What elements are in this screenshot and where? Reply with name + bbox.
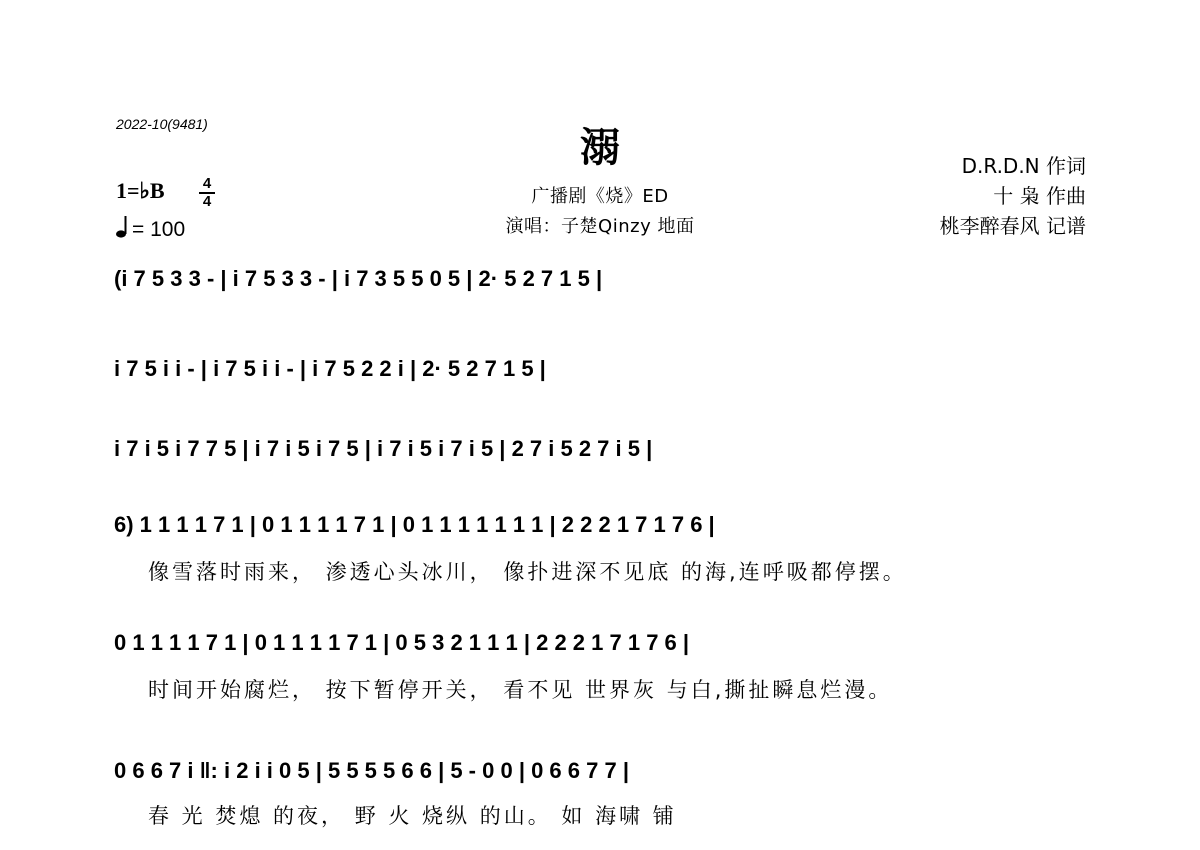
notation-row: i 7 5 i i - | i 7 5 i i - | i 7 5 2 2 i | 2· 5 2 7 1 5 |	[114, 356, 546, 381]
time-signature	[198, 176, 216, 210]
notation-row: 0 1 1 1 1 7 1 | 0 1 1 1 1 7 1 | 0 5 3 2 1 1 1 | 2 2 2 1 7 1 7 6 |	[114, 630, 690, 655]
lyrics-row: 春 光 焚熄 的夜， 野 火 烧纵 的山。 如 海啸 铺	[148, 804, 677, 828]
time-signature-bottom: 4	[202, 193, 212, 210]
lyrics-row: 时间开始腐烂， 按下暂停开关， 看不见 世界灰 与白,撕扯瞬息烂漫。	[148, 678, 893, 702]
notation-row: (i 7 5 3 3 - | i 7 5 3 3 - | i 7 3 5 5 0 5 | 2· 5 2 7 1 5 |	[114, 266, 603, 291]
song-title: 溺	[580, 125, 620, 171]
notation-row: i 7 i 5 i 7 7 5 | i 7 i 5 i 7 5 | i 7 i 5 i 7 i 5 | 2 7 i 5 2 7 i 5 |	[114, 436, 653, 461]
lyricist-credit: D.R.D.N 作词	[961, 154, 1086, 178]
quarter-note-icon	[116, 216, 128, 244]
subtitle: 广播剧《烧》ED	[531, 186, 669, 207]
composer-credit: 十 枭 作曲	[993, 184, 1086, 208]
serial-number: 2022-10(9481)	[116, 116, 208, 132]
notation-row: 0 6 6 7 i ‖: i 2 i i 0 5 | 5 5 5 5 6 6 | 5 - 0 0 | 0 6 6 7 7 |	[114, 758, 629, 783]
time-signature-top: 4	[202, 175, 212, 192]
lyrics-row: 像雪落时雨来， 渗透心头冰川， 像扑进深不见底 的海,连呼吸都停摆。	[148, 560, 907, 584]
notation-row: 6) 1 1 1 1 7 1 | 0 1 1 1 1 7 1 | 0 1 1 1 1 1 1 1 | 2 2 2 1 7 1 7 6 |	[114, 512, 715, 537]
singers: 演唱：子楚Qinzy 地面	[505, 216, 695, 237]
tempo-marking	[116, 216, 185, 244]
key-signature: 1=♭B	[116, 178, 165, 203]
tempo-value: = 100	[132, 218, 186, 241]
transcriber-credit: 桃李醉春风 记谱	[939, 214, 1086, 238]
